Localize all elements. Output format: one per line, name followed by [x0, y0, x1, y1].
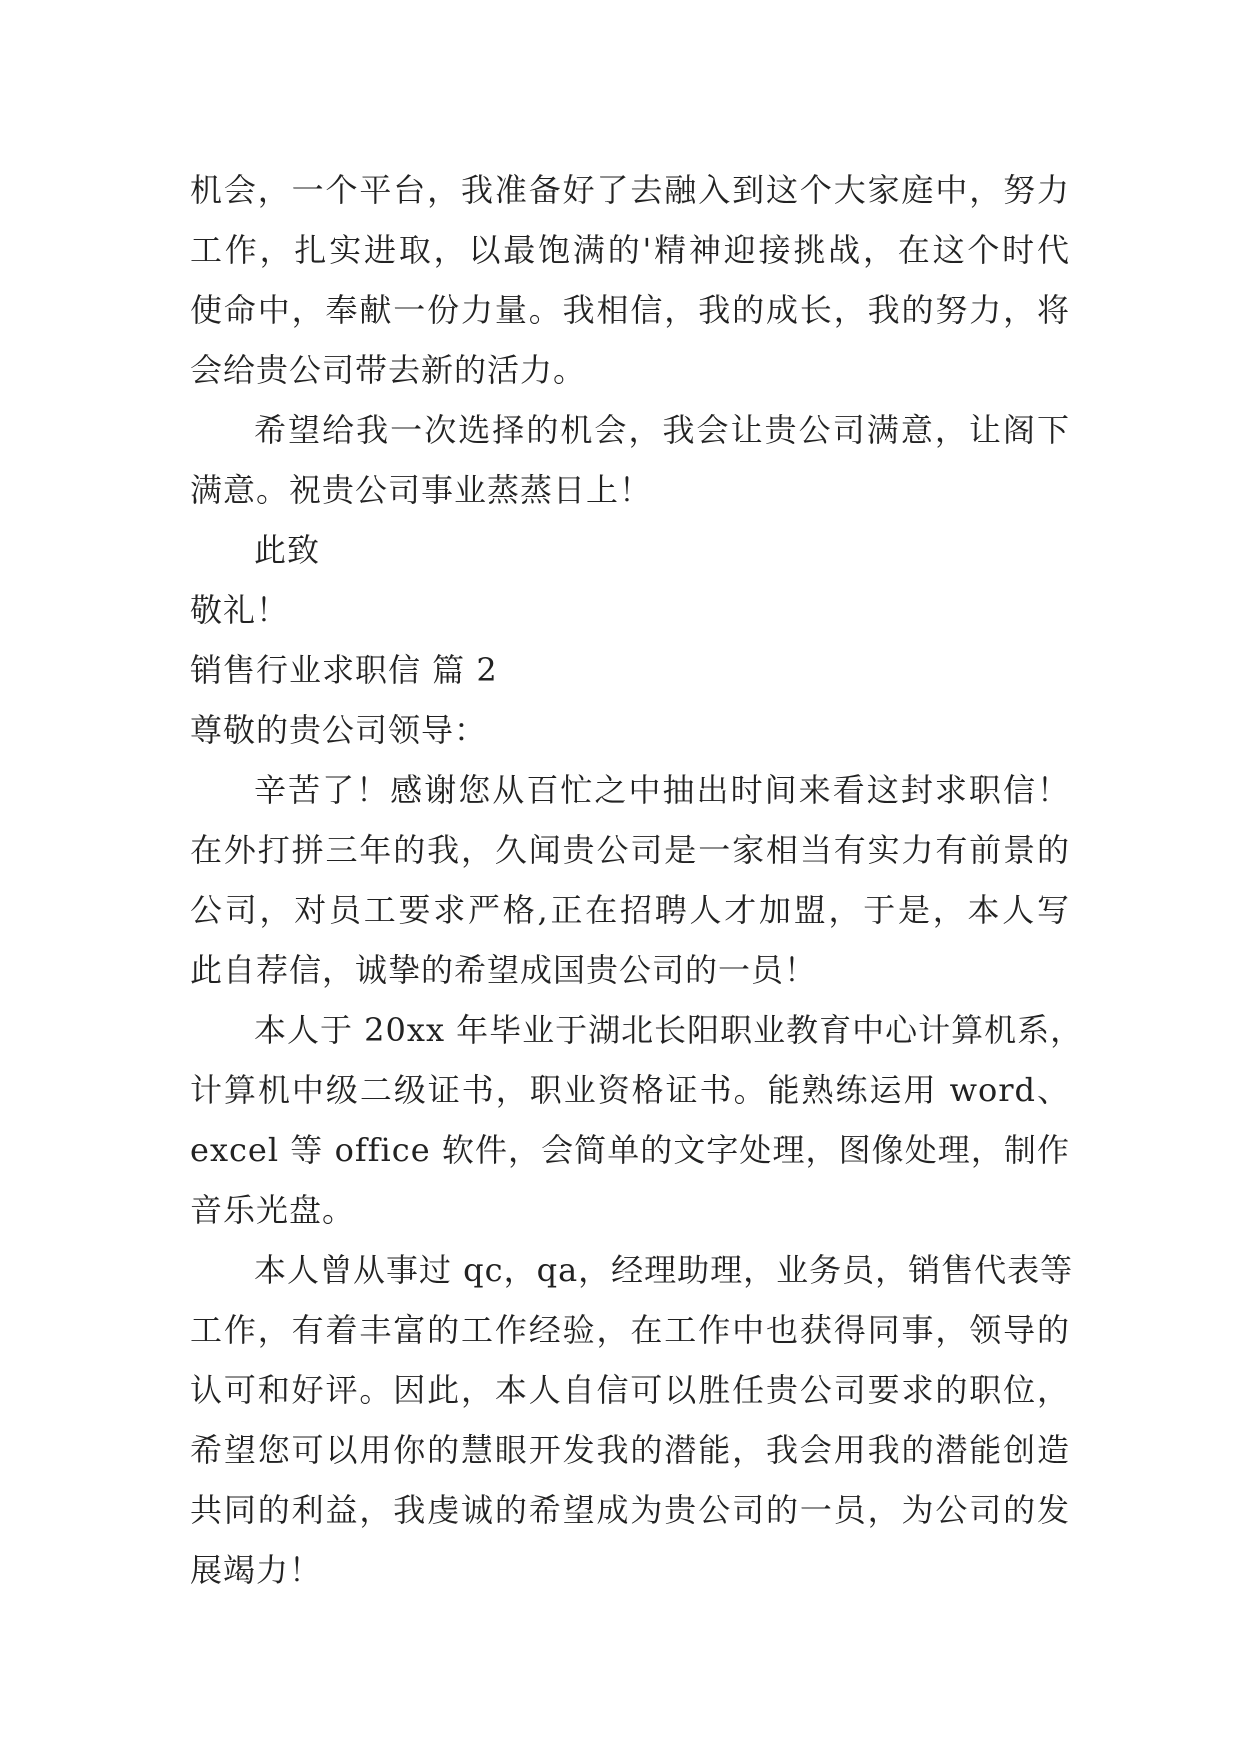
text-line: 机会，一个平台，我准备好了去融入到这个大家庭中，努力 — [190, 171, 1070, 209]
text-line: 使命中，奉献一份力量。我相信，我的成长，我的努力，将 — [190, 291, 1070, 329]
text-line: 工作，扎实进取，以最饱满的'精神迎接挑战，在这个时代 — [190, 231, 1070, 269]
paragraph-first-line: 本人于 20xx 年毕业于湖北长阳职业教育中心计算机系， — [254, 1011, 1084, 1049]
letter-greeting: 尊敬的贵公司领导： — [190, 711, 488, 749]
paragraph-first-line: 辛苦了！感谢您从百忙之中抽出时间来看这封求职信！ — [254, 771, 1070, 809]
text-line: 会给贵公司带去新的活力。 — [190, 351, 587, 389]
paragraph-first-line: 本人曾从事过 qc，qa，经理助理，业务员，销售代表等 — [254, 1251, 1074, 1289]
text-line: excel 等 office 软件，会简单的文字处理，图像处理，制作 — [190, 1131, 1070, 1169]
text-line: 认可和好评。因此，本人自信可以胜任贵公司要求的职位， — [190, 1371, 1070, 1409]
text-line: 计算机中级二级证书，职业资格证书。能熟练运用 word、 — [190, 1071, 1070, 1109]
text-line: 工作，有着丰富的工作经验，在工作中也获得同事，领导的 — [190, 1311, 1070, 1349]
text-line: 公司，对员工要求严格,正在招聘人才加盟，于是，本人写 — [190, 891, 1070, 929]
text-line: 此自荐信，诚挚的希望成国贵公司的一员！ — [190, 951, 818, 989]
text-line: 希望您可以用你的慧眼开发我的潜能，我会用我的潜能创造 — [190, 1431, 1070, 1469]
text-line: 音乐光盘。 — [190, 1191, 356, 1229]
closing-regards: 敬礼！ — [190, 591, 290, 629]
text-line: 在外打拼三年的我，久闻贵公司是一家相当有实力有前景的 — [190, 831, 1070, 869]
closing-salutation: 此致 — [254, 531, 321, 569]
text-line: 展竭力！ — [190, 1551, 323, 1589]
document-body — [190, 160, 1084, 1600]
text-line: 共同的利益，我虔诚的希望成为贵公司的一员，为公司的发 — [190, 1491, 1070, 1529]
text-line: 满意。祝贵公司事业蒸蒸日上！ — [190, 471, 653, 509]
paragraph-first-line: 希望给我一次选择的机会，我会让贵公司满意，让阁下 — [254, 411, 1070, 449]
section-heading: 销售行业求职信 篇 2 — [190, 651, 498, 689]
